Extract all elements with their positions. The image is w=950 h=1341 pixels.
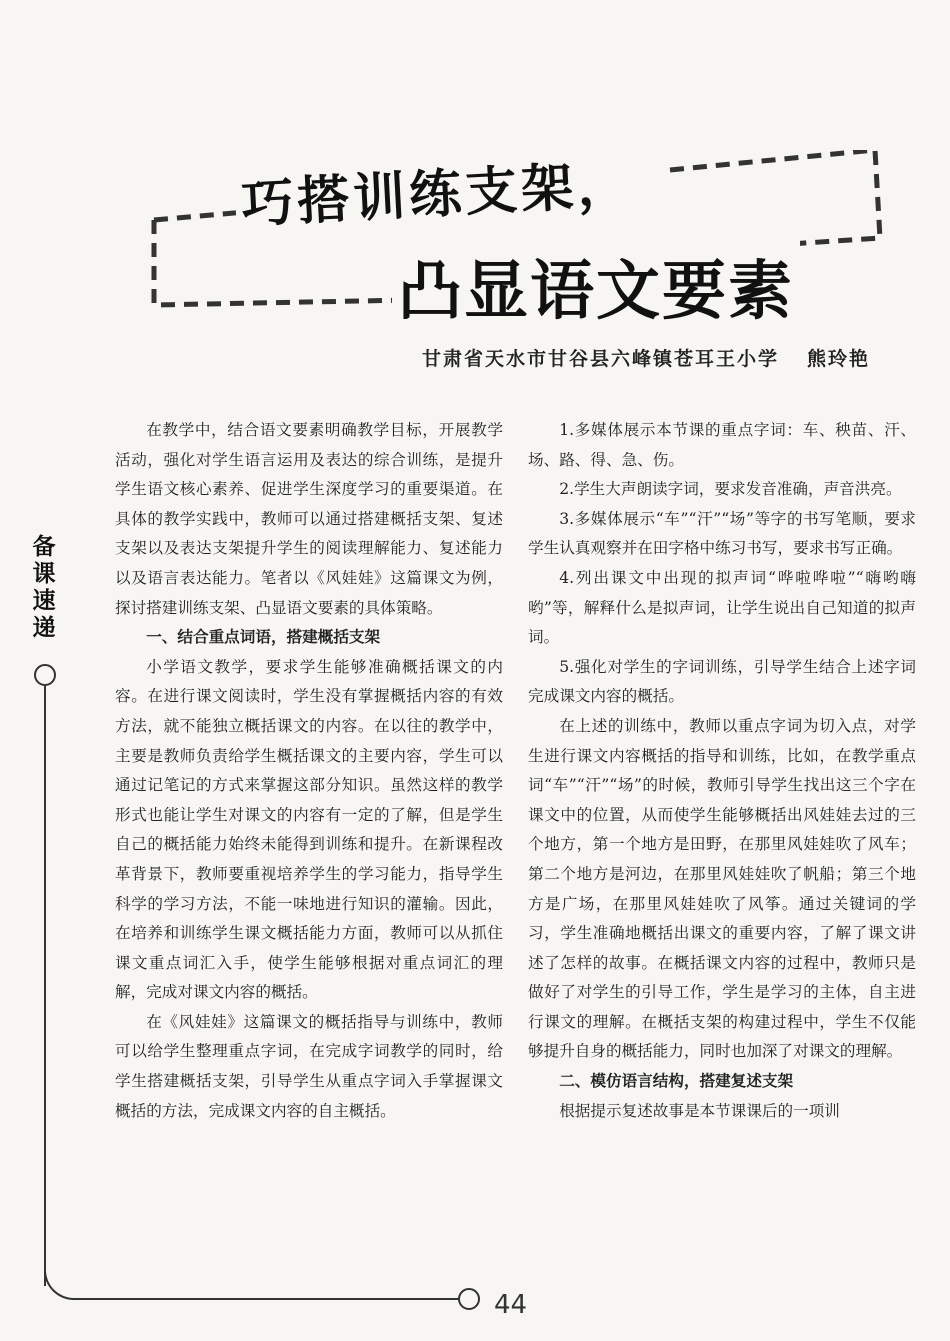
right-column	[528, 416, 916, 1126]
section-heading-2: 二、模仿语言结构，搭建复述支架	[559, 1072, 794, 1091]
list-item: 5.强化对学生的字词训练，引导学生结合上述字词完成课文内容的概括。	[528, 657, 916, 706]
author-affiliation: 甘肃省天水市甘谷县六峰镇苍耳王小学	[422, 348, 780, 370]
rail-corner-curve	[44, 1270, 74, 1300]
list-item: 4.列出课文中出现的拟声词“哗啦哗啦”“嗨哟嗨哟”等，解释什么是拟声词，让学生说出自己知道的拟声词。	[528, 568, 916, 647]
section-heading-1: 一、结合重点词语，搭建概括支架	[146, 628, 381, 647]
body-paragraph: 根据提示复述故事是本节课课后的一项训	[559, 1101, 840, 1120]
author-name: 熊玲艳	[807, 348, 871, 370]
page-number: 44	[494, 1290, 528, 1320]
list-item: 3.多媒体展示“车”“汗”“场”等字的书写笔顺，要求学生认真观察并在田字格中练习书写，要求书写正确。	[528, 509, 916, 558]
rail-bottom-line	[72, 1298, 460, 1300]
rail-vertical-line	[44, 686, 46, 1286]
section-side-label: 备课速递	[32, 534, 56, 641]
body-paragraph: 在上述的训练中，教师以重点字词为切入点，对学生进行课文内容概括的指导和训练，比如，在教学重点词“车”“汗”“场”的时候，教师引导学生找出这三个字在课文中的位置，从而使学生能够概括出风娃娃去过的三个地方，第一个地方是田野，在那里风娃娃吹了风车；第二个地方是河边，在那里风娃娃吹了帆船；第三个地方是广场，在那里风娃娃吹了风筝。通过关键词的学习，学生准确地概括出课文的重要内容，了解了课文讲述了怎样的故事。在概括课文内容的过程中，教师只是做好了对学生的引导工作，学生是学习的主体，自主进行课文的理解。在概括支架的构建过程中，学生不仅能够提升自身的概括能力，同时也加深了对课文的理解。	[528, 716, 916, 1061]
body-paragraph: 在《风娃娃》这篇课文的概括指导与训练中，教师可以给学生整理重点字词，在完成字词教学的同时，给学生搭建概括支架，引导学生从重点字词入手掌握课文概括的方法，完成课文内容的自主概括。	[115, 1012, 503, 1120]
byline	[422, 344, 870, 371]
left-column	[115, 416, 503, 1126]
title-line-2: 凸显语文要素	[392, 240, 800, 332]
title-line-1: 巧搭训练支架，	[233, 141, 640, 237]
intro-paragraph: 在教学中，结合语文要素明确教学目标，开展教学活动，强化对学生语言运用及表达的综合训练，是提升学生语文核心素养、促进学生深度学习的重要渠道。在具体的教学实践中，教师可以通过搭建概括支架、复述支架以及表达支架提升学生的阅读理解能力、复述能力以及语言表达能力。笔者以《风娃娃》这篇课文为例，探讨搭建训练支架、凸显语文要素的具体策略。	[115, 421, 503, 617]
body-paragraph: 小学语文教学，要求学生能够准确概括课文的内容。在进行课文阅读时，学生没有掌握概括内容的有效方法，就不能独立概括课文的内容。在以往的教学中，主要是教师负责给学生概括课文的主要内容，学生可以通过记笔记的方式来掌握这部分知识。虽然这样的教学形式也能让学生对课文的内容有一定的了解，但是学生自己的概括能力始终未能得到训练和提升。在新课程改革背景下，教师要重视培养学生的学习能力，指导学生科学的学习方法，不能一味地进行知识的灌输。因此，在培养和训练学生课文概括能力方面，教师可以从抓住课文重点词汇入手，使学生能够根据对重点词汇的理解，完成对课文内容的概括。	[115, 657, 503, 1002]
rail-circle-bottom-icon	[458, 1288, 480, 1310]
rail-circle-top-icon	[34, 664, 56, 686]
list-item: 1.多媒体展示本节课的重点字词：车、秧苗、汗、场、路、得、急、伤。	[528, 421, 916, 469]
list-item: 2.学生大声朗读字词，要求发音准确，声音洪亮。	[559, 480, 902, 499]
